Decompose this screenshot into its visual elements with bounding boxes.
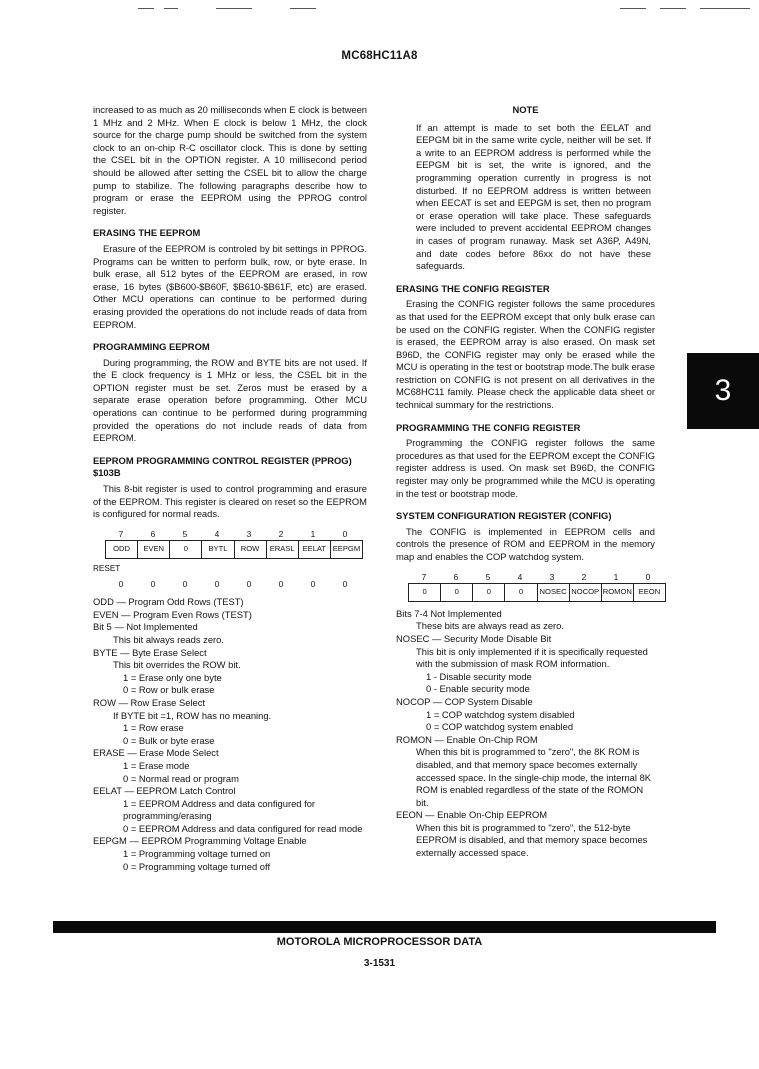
- register-bit: 0: [409, 584, 441, 601]
- definition-line: 1 = Programming voltage turned on: [123, 848, 271, 860]
- bit-number: 7: [118, 528, 124, 539]
- register-bit: BYTL: [202, 541, 234, 558]
- programming-paragraph: During programming, the ROW and BYTE bits are not used. If the E clock frequency is 1 MHz or less, the CSEL bit in the OPTION register must be set. Zeros must be erased by a separate erase operation before programming. Other MCU operations can continue to be performed during programming provided the operations do not include reads of data from EEPROM.: [93, 356, 367, 444]
- intro-paragraph: increased to as much as 20 milliseconds when E clock is between 1 MHz and 2 MHz. When E clock is below 1 MHz, the clock source for the charge pump should be switched from the system clock to an on-chip R-C oscillator clock. This is done by setting the CSEL bit in the OPTION register. A 10 millisecond period should be allowed after setting the CSEL bit to allow the charge pump to stabilize. The following paragraphs describe how to program or erase the EEPROM using the PPROG control register.: [93, 104, 367, 216]
- system-config-paragraph: The CONFIG is implemented in EEPROM cells and controls the presence of ROM and EEPROM in the memory map and enables the COP watchdog system.: [396, 525, 655, 562]
- definition-line: EEON — Enable On-Chip EEPROM: [396, 809, 548, 821]
- pprog-bit-definitions: [93, 596, 367, 873]
- definition-line: ODD — Program Odd Rows (TEST): [93, 596, 244, 608]
- definition-line: 1 = Erase mode: [123, 759, 190, 771]
- definition-line: These bits are always read as zero.: [416, 620, 564, 632]
- register-bit-boxes: [105, 540, 363, 559]
- section-heading-erase-config: ERASING THE CONFIG REGISTER: [396, 282, 550, 294]
- program-config-paragraph: Programming the CONFIG register follows the same procedures as that used for the EEPROM except the CONFIG register address is used. On mask set B96D, the CONFIG register may only be programmed while the MCU is operating in the test or bootstrap mode.: [396, 437, 655, 499]
- bit-number-row: [396, 571, 664, 584]
- section-tab: 3: [687, 353, 759, 429]
- register-bit: 0: [473, 584, 505, 601]
- bit-number: 5: [485, 571, 491, 582]
- footer-bar: [53, 921, 716, 933]
- definition-line: 1 = Erase only one byte: [123, 671, 222, 683]
- bit-number: 6: [150, 528, 156, 539]
- config-bit-definitions: [396, 608, 655, 860]
- definition-line: EEPGM — EEPROM Programming Voltage Enable: [93, 835, 307, 847]
- section-heading-erasing: ERASING THE EEPROM: [93, 227, 201, 239]
- definition-line: This bit overrides the ROW bit.: [113, 659, 241, 671]
- definition-line: EVEN — Program Even Rows (TEST): [93, 608, 252, 620]
- register-bit: ROW: [235, 541, 267, 558]
- register-bit: 0: [441, 584, 473, 601]
- definition-line: 0 - Enable security mode: [426, 683, 530, 695]
- erasing-paragraph: Erasure of the EEPROM is controled by bit settings in PPROG. Programs can be written to perform bulk, row, or byte erase. In bulk erase, all 512 bytes of the EEPROM are erased, in row erase, 16 bytes ($B600-$B60F, $B610-$B61F, etc) are erased. Other MCU operations can continue to be performed during erasing provided the operations do not include reads of data from EEPROM.: [93, 242, 367, 330]
- reset-value: 0: [214, 578, 220, 589]
- register-bit: ERASL: [267, 541, 299, 558]
- bit-number: 0: [645, 571, 651, 582]
- bit-number: 7: [421, 571, 427, 582]
- bit-number: 2: [581, 571, 587, 582]
- definition-line: This bit is only implemented if it is specifically requested with the submission of mask ROM information.: [416, 645, 648, 670]
- register-bit: EVEN: [138, 541, 170, 558]
- bit-number: 5: [182, 528, 188, 539]
- section-heading-pprog: EEPROM PROGRAMMING CONTROL REGISTER (PPROG) $103B: [93, 454, 352, 479]
- definition-line: 1 = EEPROM Address and data configured for programming/erasing: [123, 797, 316, 822]
- reset-label: RESET: [93, 564, 121, 573]
- reset-values-row: [93, 578, 361, 591]
- bit-number: 3: [246, 528, 252, 539]
- register-bit: ODD: [106, 541, 138, 558]
- register-bit: NOSEC: [538, 584, 570, 601]
- footer-title: MOTOROLA MICROPROCESSOR DATA: [276, 936, 483, 948]
- definition-line: When this bit is programmed to "zero", the 512-byte EEPROM is disabled, and that memory space becomes externally accessed space.: [416, 821, 648, 859]
- bit-number: 0: [342, 528, 348, 539]
- left-column: [93, 104, 367, 873]
- bit-number-row: [93, 528, 361, 541]
- definition-line: 1 = Row erase: [123, 722, 184, 734]
- definition-line: 0 = Row or bulk erase: [123, 684, 215, 696]
- definition-line: 0 = Programming voltage turned off: [123, 860, 271, 872]
- register-bit: EELAT: [299, 541, 331, 558]
- reset-value: 0: [182, 578, 188, 589]
- register-bit: EEPGM: [332, 544, 361, 554]
- reset-value: 0: [342, 578, 348, 589]
- bit-number: 1: [613, 571, 619, 582]
- note-title: NOTE: [512, 104, 539, 115]
- definition-line: EELAT — EEPROM Latch Control: [93, 785, 236, 797]
- bit-number: 2: [278, 528, 284, 539]
- reset-value: 0: [310, 578, 316, 589]
- definition-line: 1 = COP watchdog system disabled: [426, 708, 575, 720]
- register-bit: ROMON: [602, 584, 634, 601]
- register-bit: EEON: [638, 587, 661, 597]
- pprog-register-diagram: [93, 528, 367, 590]
- section-heading-programming: PROGRAMMING EEPROM: [93, 341, 210, 353]
- reset-value: 0: [150, 578, 156, 589]
- definition-line: BYTE — Byte Erase Select: [93, 646, 207, 658]
- bit-number: 4: [214, 528, 220, 539]
- erase-config-paragraph: Erasing the CONFIG register follows the same procedures as that used for the EEPROM except that only bulk erase can be used on the CONFIG register. When the CONFIG register is erased, the EEPROM array is also erased. On mask set B96D, the CONFIG register may only be erased while the MCU is operating in the test or bootstrap mode.The bulk erase restriction on CONFIG is not present on all derivatives in the MC68HC11 family. Please check the applicable data sheet or technical summary for the restrictions.: [396, 298, 655, 411]
- definition-line: ERASE — Erase Mode Select: [93, 747, 219, 759]
- bit-number: 3: [549, 571, 555, 582]
- reset-value: 0: [278, 578, 284, 589]
- page-header-title: MC68HC11A8: [341, 50, 418, 62]
- definition-line: 1 - Disable security mode: [426, 670, 532, 682]
- definition-line: ROW — Row Erase Select: [93, 696, 206, 708]
- config-register-diagram: [396, 571, 661, 602]
- right-column: [396, 104, 661, 860]
- pprog-paragraph: This 8-bit register is used to control programming and erasure of the EEPROM. This register is cleared on reset so the EEPROM is configured for normal reads.: [93, 483, 367, 520]
- section-heading-system-config: SYSTEM CONFIGURATION REGISTER (CONFIG): [396, 510, 612, 522]
- reset-value: 0: [246, 578, 252, 589]
- definition-line: If BYTE bit =1, ROW has no meaning.: [113, 709, 272, 721]
- definition-line: 0 = COP watchdog system enabled: [426, 721, 574, 733]
- bit-number: 4: [517, 571, 523, 582]
- definition-line: 0 = Normal read or program: [123, 772, 239, 784]
- register-bit: 0: [505, 584, 537, 601]
- definition-line: Bit 5 — Not Implemented: [93, 621, 198, 633]
- definition-line: This bit always reads zero.: [113, 633, 224, 645]
- definition-line: 0 = EEPROM Address and data configured for read mode: [123, 822, 363, 834]
- register-bit: 0: [170, 541, 202, 558]
- definition-line: Bits 7-4 Not Implemented: [396, 607, 502, 619]
- note-paragraph: If an attempt is made to set both the EELAT and EEPGM bit in the same write cycle, neither will be set. If a write to an EEPROM address is performed while the EEPGM bit is set, the write is ignored, and the programming operation currently in progress is not disturbed. If no EEPROM address is written between when EECAT is set and EEPGM is set, then no program or erase operation will take place. These safeguards were included to prevent accidental EEPROM changes in cases of program runaway. Mask set A36P, A49N, and date codes before 86xx do not have these safeguards.: [416, 121, 651, 272]
- definition-line: ROMON — Enable On-Chip ROM: [396, 733, 538, 745]
- register-bit-boxes: [408, 583, 666, 602]
- bit-number: 6: [453, 571, 459, 582]
- definition-line: When this bit is programmed to "zero", the 8K ROM is disabled, and that memory space becomes externally accessed space. In the single-chip mode, the internal 8K ROM is enabled regardless of the state of the ROMON bit.: [416, 746, 652, 808]
- bit-number: 1: [310, 528, 316, 539]
- definition-line: NOCOP — COP System Disable: [396, 695, 533, 707]
- reset-value: 0: [118, 578, 124, 589]
- definition-line: NOSEC — Security Mode Disable Bit: [396, 632, 552, 644]
- register-bit: NOCOP: [570, 584, 602, 601]
- definition-line: 0 = Bulk or byte erase: [123, 734, 215, 746]
- page-number: 3-1531: [363, 958, 396, 969]
- section-heading-program-config: PROGRAMMING THE CONFIG REGISTER: [396, 421, 581, 433]
